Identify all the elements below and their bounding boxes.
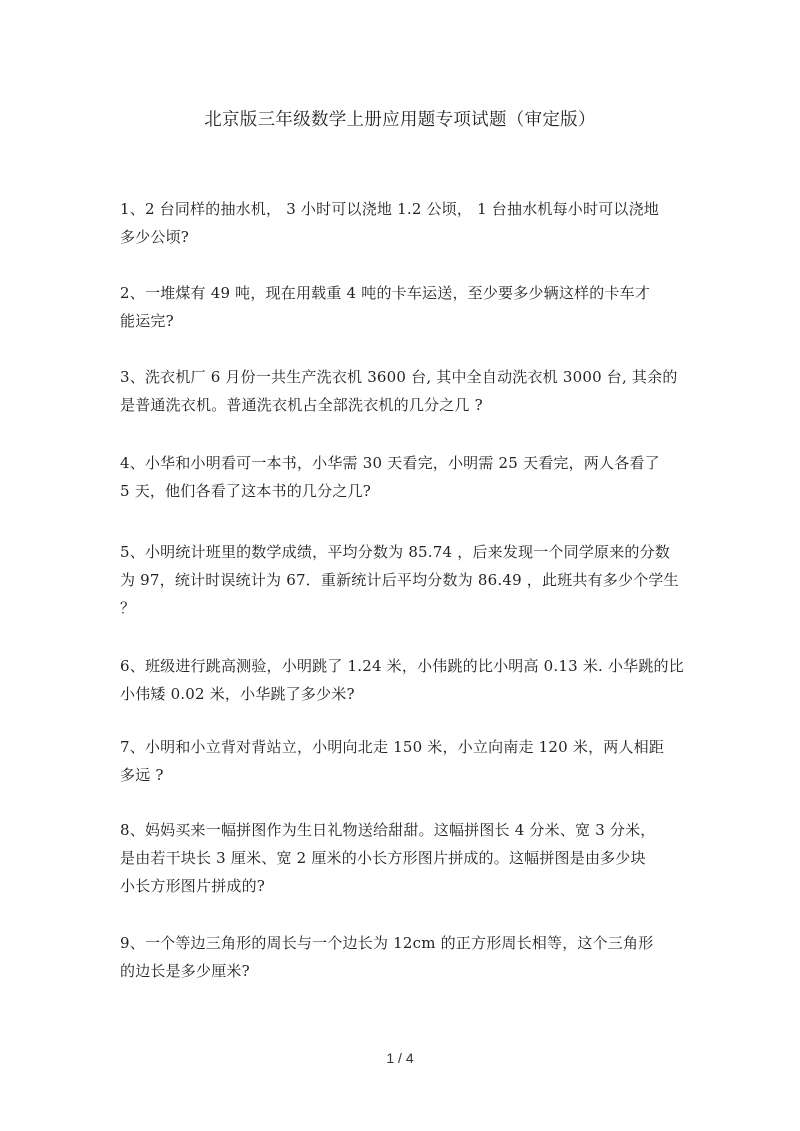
question-4 [120,449,690,505]
question-line: 1、2 台同样的抽水机， 3 小时可以浇地 1.2 公顷， 1 台抽水机每小时可以浇地 [120,200,660,218]
question-line: 多远 ? [120,766,164,784]
question-line: 的边长是多少厘米? [120,962,250,980]
question-1 [120,195,690,251]
question-9 [120,929,690,985]
question-line: 8、妈妈买来一幅拼图作为生日礼物送给甜甜。这幅拼图长 4 分米、宽 3 分米， [120,821,656,839]
question-8 [120,816,690,900]
question-line: 多少公顷? [120,228,190,246]
question-line: 5、小明统计班里的数学成绩，平均分数为 85.74 ，后来发现一个同学原来的分数 [120,543,671,561]
question-line: 7、小明和小立背对背站立，小明向北走 150 米，小立向南走 120 米，两人相距 [120,738,665,756]
question-3 [120,363,690,419]
question-line: 是普通洗衣机。普通洗衣机占全部洗衣机的几分之几 ? [120,396,483,414]
question-2 [120,279,690,335]
question-7 [120,733,690,789]
question-line: 3、洗衣机厂 6 月份一共生产洗衣机 3600 台, 其中全自动洗衣机 3000 台, 其余的 [120,368,678,386]
question-line: 是由若干块长 3 厘米、宽 2 厘米的小长方形图片拼成的。这幅拼图是由多少块 [120,849,646,867]
question-line: 4、小华和小明看可一本书，小华需 30 天看完，小明需 25 天看完，两人各看了 [120,454,660,472]
question-line: 小伟矮 0.02 米，小华跳了多少米? [120,685,355,703]
page-number: 1 / 4 [386,1050,414,1066]
question-5 [120,538,690,622]
document-title: 北京版三年级数学上册应用题专项试题（审定版） [204,110,596,130]
question-line: 6、班级进行跳高测验，小明跳了 1.24 米，小伟跳的比小明高 0.13 米. 小华跳的比 [120,657,684,675]
question-line: 2、一堆煤有 49 吨，现在用载重 4 吨的卡车运送，至少要多少辆这样的卡车才 [120,284,651,302]
question-line: 9、一个等边三角形的周长与一个边长为 12cm 的正方形周长相等，这个三角形 [120,934,654,952]
question-6 [120,652,690,708]
question-line: 小长方形图片拼成的? [120,877,266,895]
question-line: ？ [120,599,136,617]
question-line: 5 天，他们各看了这本书的几分之几? [120,482,371,500]
question-line: 为 97，统计时误统计为 67．重新统计后平均分数为 86.49 ，此班共有多少个学生 [120,571,679,589]
question-line: 能运完? [120,312,174,330]
